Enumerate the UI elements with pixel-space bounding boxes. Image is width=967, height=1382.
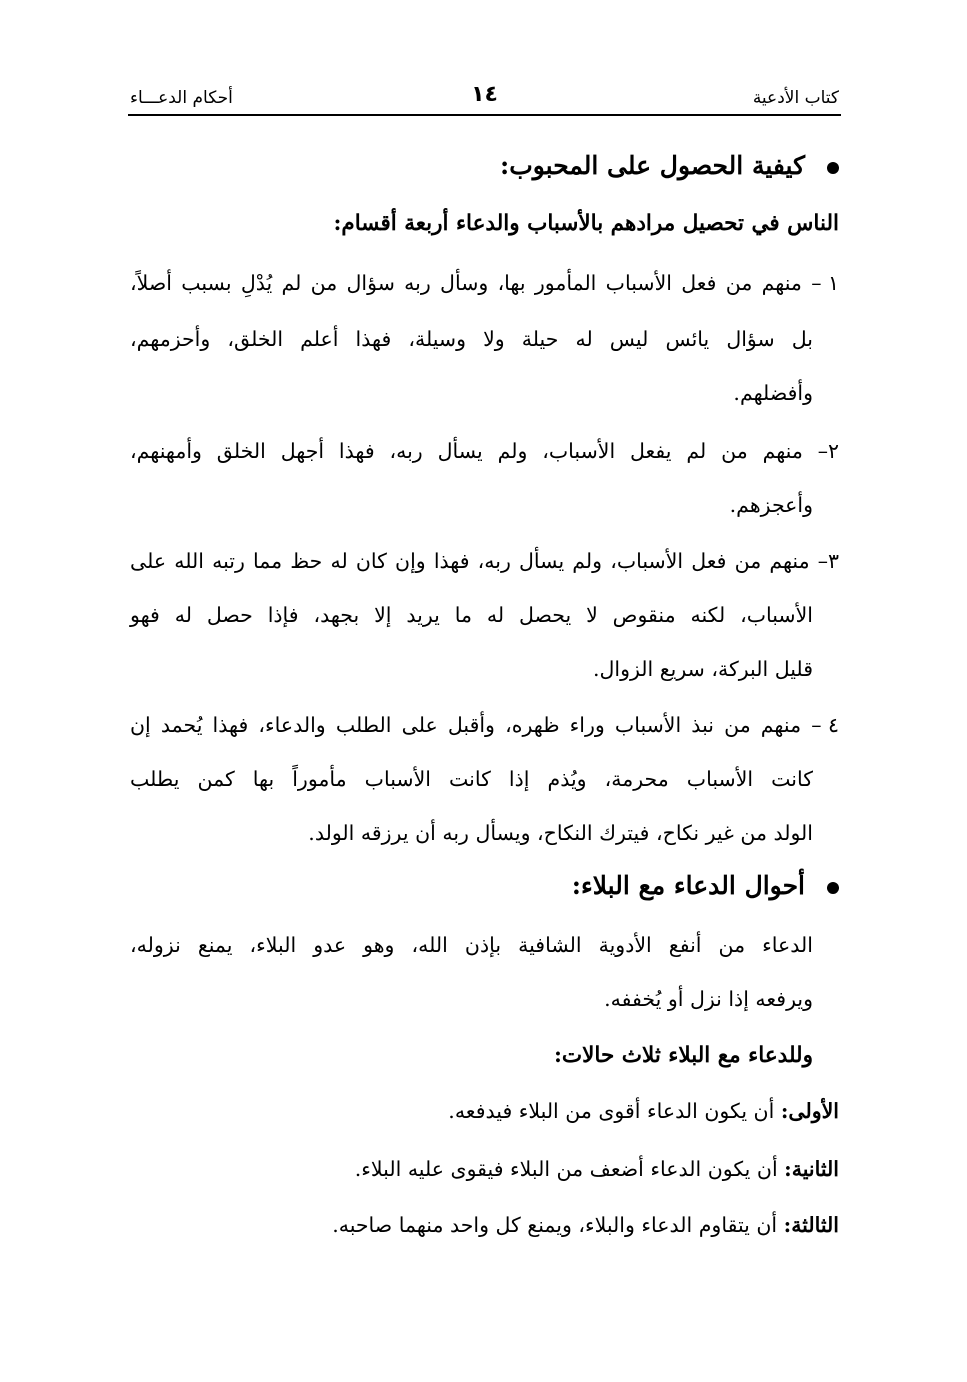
section-heading-supplication-affliction xyxy=(130,872,839,900)
list-item-2-line-1 xyxy=(130,440,839,463)
state-label: الثانية: xyxy=(784,1157,839,1181)
list-item-4-line-2: كانت الأسباب محرمة، ويُذم إذا كانت الأسباب مأموراً بها كمن يطلب xyxy=(130,767,813,791)
list-item-1-line-3: وأفضلهم. xyxy=(733,381,813,405)
header-chapter-title: أحكام الدعـــاء xyxy=(130,88,233,108)
header-book-title: كتاب الأدعية xyxy=(752,88,839,108)
page-number: ١٤ xyxy=(471,82,498,107)
state-label: الثالثة: xyxy=(783,1213,839,1237)
section2-para-line-1: الدعاء من أنفع الأدوية الشافية بإذن الله، وهو عدو البلاء، يمنع نزوله، xyxy=(130,933,813,957)
list-item-2-line-2: وأعجزهم. xyxy=(729,493,813,517)
list-item-1-line-2: بل سؤال يائس ليس له حيلة ولا وسيلة، فهذا أعلم الخلق، وأحزمهم، xyxy=(130,327,813,351)
bullet-icon xyxy=(827,882,839,894)
list-item-4-line-1 xyxy=(130,714,839,737)
item-number: ١ – xyxy=(811,271,839,295)
state-second xyxy=(130,1158,839,1181)
list-item-3-line-3: قليل البركة، سريع الزوال. xyxy=(592,657,813,681)
heading-text: أحوال الدعاء مع البلاء: xyxy=(571,871,805,900)
list-item-4-line-3: الولد من غير نكاح، فيترك النكاح، ويسأل ربه أن يرزقه الولد. xyxy=(308,821,813,845)
state-label: الأولى: xyxy=(780,1099,839,1123)
item-text: منهم من فعل الأسباب، ولم يسأل ربه، فهذا وإن كان له حظ مما رتبه الله على xyxy=(130,549,810,573)
state-text: أن يكون الدعاء أضعف من البلاء فيقوى عليه البلاء. xyxy=(354,1157,785,1181)
states-intro: وللدعاء مع البلاء ثلاث حالات: xyxy=(553,1043,813,1068)
item-number: ٢– xyxy=(817,439,839,463)
item-text: منهم من فعل الأسباب المأمور بها، وسأل ربه سؤال من لم يُدْلِ بسبب أصلاً، xyxy=(130,271,802,295)
heading-text: كيفية الحصول على المحبوب: xyxy=(499,151,805,180)
section-intro: الناس في تحصيل مرادهم بالأسباب والدعاء أربعة أقسام: xyxy=(333,211,839,236)
item-number: ٤ – xyxy=(811,713,839,737)
section-heading-obtaining-beloved xyxy=(130,152,839,180)
state-third xyxy=(130,1214,839,1237)
bullet-icon xyxy=(827,162,839,174)
section2-para-line-2: ويرفعه إذا نزل أو يُخففه. xyxy=(604,987,813,1011)
item-text: منهم من نبذ الأسباب وراء ظهره، وأقبل على الطلب والدعاء، فهذا يُحمد إن xyxy=(130,713,802,737)
state-text: أن يتقاوم الدعاء والبلاء، ويمنع كل واحد منهما صاحبه. xyxy=(332,1213,784,1237)
item-text: منهم من لم يفعل الأسباب، ولم يسأل ربه، فهذا أجهل الخلق وأمهنهم، xyxy=(130,439,803,463)
state-first xyxy=(130,1100,839,1123)
page-header xyxy=(128,84,841,116)
list-item-3-line-1 xyxy=(130,550,839,573)
item-number: ٣– xyxy=(817,549,839,573)
list-item-3-line-2: الأسباب، لكنه منقوص لا يحصل له ما يريد إلا بجهد، فإذا حصل له فهو xyxy=(130,603,813,627)
list-item-1-line-1 xyxy=(130,272,839,295)
state-text: أن يكون الدعاء أقوى من البلاء فيدفعه. xyxy=(448,1099,781,1123)
